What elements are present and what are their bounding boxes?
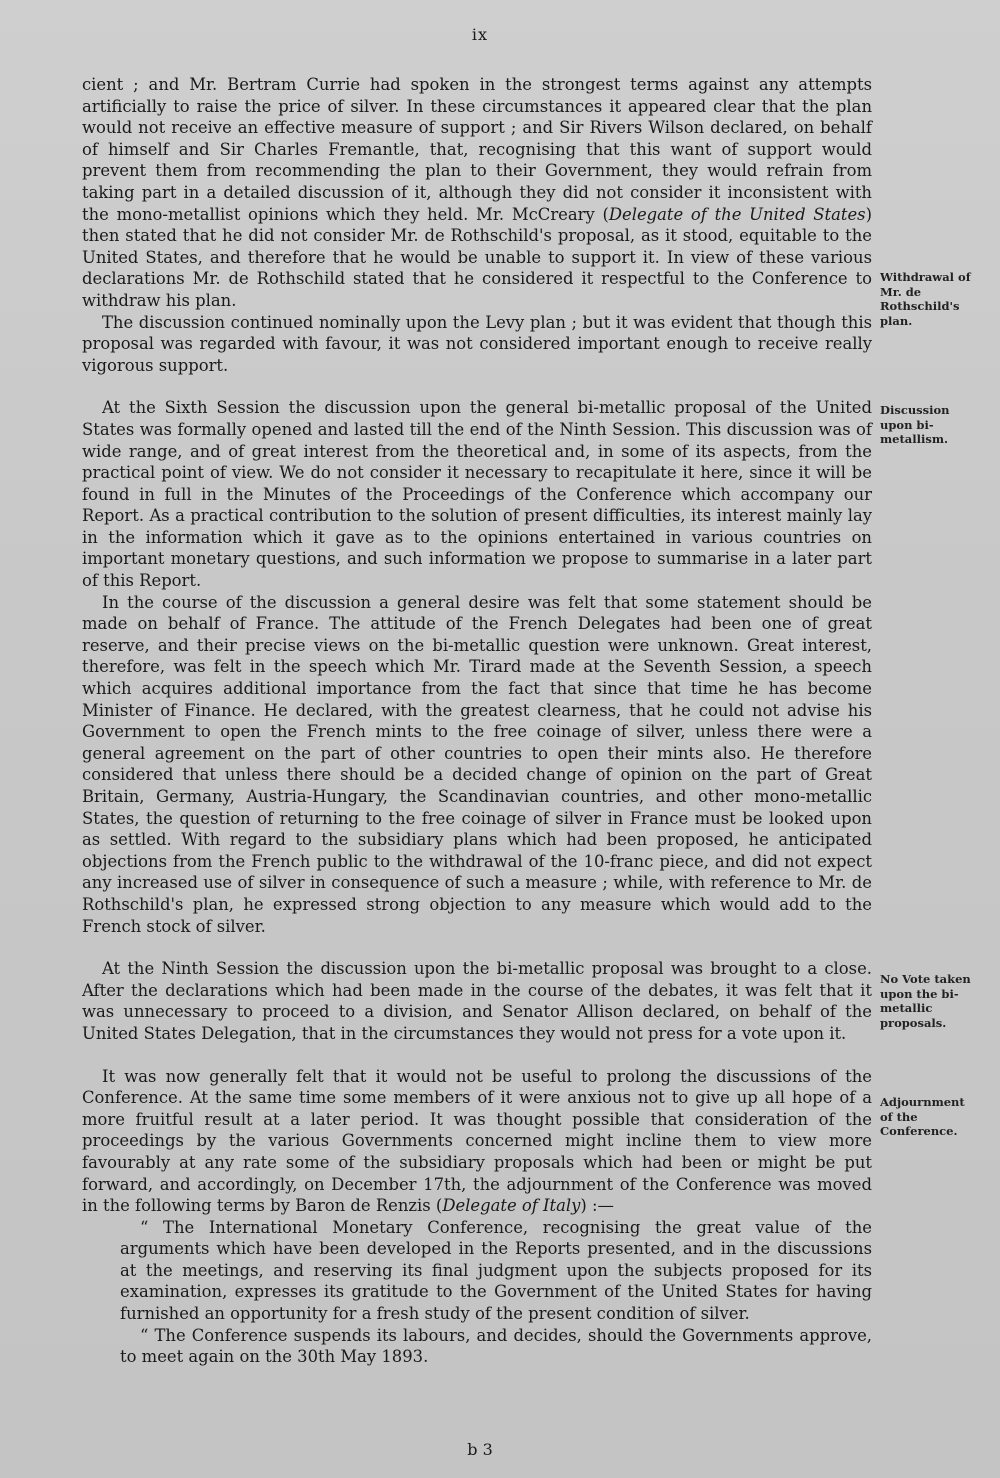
text-run: “ The International Monetary Conference, recognising the great value of the arguments which have been developed in the Reports presented, and in the discussions at the meetings, and reserving its final judgment upon the subjects proposed for its examination, expresses its gratitude to the Government of the United States for having furnished an opportunity for a fresh study of the present condition of silver.	[120, 1217, 872, 1324]
margin-note-discussion: Discussion upon bi-metallism.	[880, 403, 950, 446]
italic-run: Delegate of the United States	[608, 204, 866, 224]
page-number: ix	[471, 25, 489, 44]
paragraph	[82, 958, 872, 1044]
text-run: “ The Conference suspends its labours, and decides, should the Governments approve, to meet again on the 30th May 1893.	[120, 1325, 872, 1367]
margin-note-adjournment: Adjournment of the Conference.	[880, 1095, 965, 1138]
text-run: ) :—	[580, 1196, 614, 1216]
text-run: It was now generally felt that it would not be useful to prolong the discussions of the Conference. At the same time some members of it were anxious not to give up all hope of a more fruitful result at a later period. It was thought possible that consideration of the proceedings by the various Governments concerned might incline them to view more favourably at any rate some of the subsidiary proposals which had been or might be put forward, and accordingly, on December 17th, the adjournment of the Conference was moved in the following terms by Baron de Renzis (	[82, 1066, 872, 1216]
paragraph	[82, 592, 872, 938]
margin-note-withdrawal: Withdrawal of Mr. de Rothschild's plan.	[880, 270, 971, 328]
text-run: At the Sixth Session the discussion upon the general bi-metallic proposal of the United States was formally opened and lasted till the end of the Ninth Session. This discussion was of wide range, and of great interest from the theoretical and, in some of its aspects, from the practical point of view. We do not consider it necessary to recapitulate it here, since it will be found in full in the Minutes of the Proceedings of the Conference which accompany our Report. As a practical contribution to the solution of present difficulties, its interest mainly lay in the information which it gave as to the opinions entertained in various countries on important monetary questions, and such information we propose to summarise in a later part of this Report.	[82, 398, 872, 591]
paragraph	[82, 1066, 872, 1217]
italic-run: Delegate of Italy	[442, 1196, 581, 1216]
paragraph	[82, 397, 872, 591]
quoted-resolution	[120, 1217, 872, 1325]
signature-mark: b 3	[467, 1440, 493, 1459]
text-run: At the Ninth Session the discussion upon the bi-metallic proposal was brought to a close. After the declarations which had been made in the course of the debates, it was felt that it was unnecessary to proceed to a division, and Senator Allison declared, on behalf of the United States Delegation, that in the circumstances they would not press for a vote upon it.	[82, 959, 872, 1043]
text-run: cient ; and Mr. Bertram Currie had spoken in the strongest terms against any attempts artificially to raise the price of silver. In these circumstances it appeared clear that the plan would not receive an effective measure of support ; and Sir Rivers Wilson declared, on behalf of himself and Sir Charles Fremantle, that, recognising that this want of support would prevent them from recommending the plan to their Government, they would refrain from taking part in a detailed discussion of it, although they did not consider it inconsistent with the mono-metallist opinions which they held. Mr. McCreary (	[82, 75, 872, 224]
paragraph	[82, 312, 872, 377]
margin-note-no-vote: No Vote taken upon the bi-metallic proposals.	[880, 972, 971, 1030]
quoted-resolution	[120, 1325, 872, 1368]
text-run: The discussion continued nominally upon the Levy plan ; but it was evident that though this proposal was regarded with favour, it was not considered important enough to receive really vigorous support.	[82, 312, 872, 375]
text-run: In the course of the discussion a general desire was felt that some statement should be made on behalf of France. The attitude of the French Delegates had been one of great reserve, and their precise views on the bi-metallic question were unknown. Great interest, therefore, was felt in the speech which Mr. Tirard made at the Seventh Session, a speech which acquires additional importance from the fact that since that time he has become Minister of Finance. He declared, with the greatest clearness, that he could not advise his Government to open the French mints to the free coinage of silver, unless there were a general agreement on the part of other countries to open their mints also. He therefore considered that unless there should be a decided change of opinion on the part of Great Britain, Germany, Austria-Hungary, the Scandinavian countries, and other mono-metallic States, the question of returning to the free coinage of silver in France must be looked upon as settled. With regard to the subsidiary plans which had been proposed, he anticipated objections from the French public to the withdrawal of the 10-franc piece, and did not expect any increased use of silver in consequence of such a measure ; while, with reference to Mr. de Rothschild's plan, he expressed strong objection to any measure which would add to the French stock of silver.	[82, 592, 872, 936]
text-run: ) then stated that he did not consider Mr. de Rothschild's proposal, as it stood, equitable to the United States, and therefore that he would be unable to support it. In view of these various declarations Mr. de Rothschild stated that he considered it respectful to the Conference to withdraw his plan.	[82, 204, 872, 310]
body-text	[82, 74, 872, 1368]
paragraph	[82, 74, 872, 312]
